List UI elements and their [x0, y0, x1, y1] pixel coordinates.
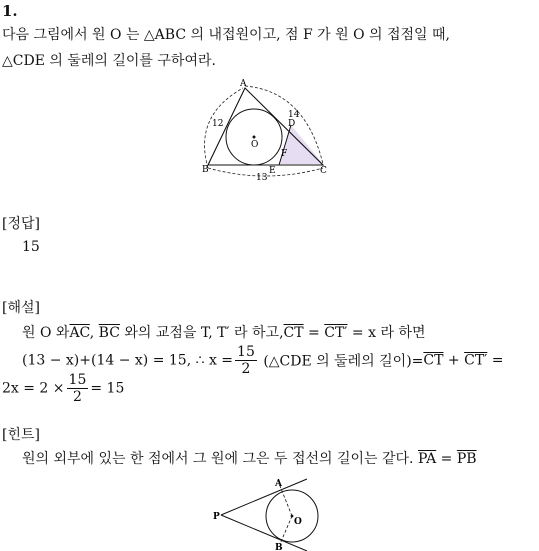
- solution-text: 원 O 와: [22, 325, 70, 341]
- label-b: B: [275, 543, 283, 551]
- equals: =: [436, 451, 457, 467]
- label-o: O: [251, 140, 259, 150]
- fraction-numerator: 15: [68, 372, 87, 388]
- solution-text: 와의 교점을 T, T′ 라 하고,: [119, 325, 284, 341]
- segment-ac: $\overline{AC}$: [69, 325, 90, 341]
- segment-pb: $\overline{PB}$: [456, 451, 477, 467]
- label-f: F: [281, 149, 288, 159]
- label-a: A: [275, 479, 282, 489]
- label-o: O: [294, 517, 302, 527]
- fraction-denominator: 2: [72, 389, 82, 405]
- problem-line-2: △CDE 의 둘레의 길이를 구하여라.: [2, 53, 216, 69]
- label-c: C: [320, 166, 327, 176]
- equals: =: [303, 325, 325, 341]
- label-p: P: [213, 512, 220, 522]
- center-dot: [291, 515, 294, 518]
- length-cd: 14: [288, 110, 300, 120]
- equals: =: [487, 352, 504, 369]
- hint-line: [22, 448, 477, 468]
- tangent-figure: [212, 474, 322, 551]
- solution-text: (13 − x)+(14 − x) = 15, ∴ x =: [22, 352, 234, 369]
- hint-header: [힌트]: [2, 427, 40, 443]
- fraction-denominator: 2: [241, 361, 251, 377]
- segment-ct: $\overline{CT}$: [283, 325, 304, 341]
- fraction: [67, 372, 89, 405]
- solution-text: 2x = 2 ×: [2, 380, 65, 397]
- fraction-numerator: 15: [237, 344, 255, 360]
- length-ab: 12: [212, 119, 224, 129]
- solution-text: = 15: [90, 380, 125, 397]
- segment-pa: $\overline{PA}$: [417, 451, 437, 467]
- solution-line-3: [2, 372, 124, 405]
- center-dot: [253, 136, 256, 139]
- solution-line-1: [22, 322, 425, 342]
- answer-header: [정답]: [2, 216, 40, 232]
- answer-value: 15: [22, 239, 40, 255]
- label-a: A: [240, 79, 247, 89]
- tangent-pa: [221, 479, 307, 515]
- label-e: E: [269, 166, 276, 176]
- segment-ct-prime: CT′: [324, 325, 348, 341]
- problem-number: 1.: [2, 2, 18, 20]
- segment-ct-prime: CT′: [464, 352, 488, 369]
- segment-bc: $\overline{BC}$: [98, 325, 120, 341]
- solution-header: [해설]: [2, 300, 40, 316]
- hint-text: 원의 외부에 있는 한 점에서 그 원에 그은 두 접선의 길이는 같다.: [22, 451, 414, 467]
- label-d: D: [288, 119, 296, 129]
- radius-ob: [280, 516, 292, 544]
- triangle-figure: [195, 76, 345, 186]
- fraction: [235, 344, 257, 377]
- label-b: B: [202, 165, 209, 175]
- segment-ct: $\overline{CT}$: [423, 352, 444, 369]
- plus: +: [443, 352, 465, 369]
- separator: ,: [89, 325, 99, 341]
- solution-text: (△CDE 의 둘레의 길이)=: [258, 353, 424, 370]
- solution-text: = x 라 하면: [347, 325, 426, 341]
- problem-line-1: 다음 그림에서 원 O 는 △ABC 의 내접원이고, 점 F 가 원 O 의 접점일 때,: [2, 27, 450, 43]
- length-bc: 13: [256, 173, 268, 183]
